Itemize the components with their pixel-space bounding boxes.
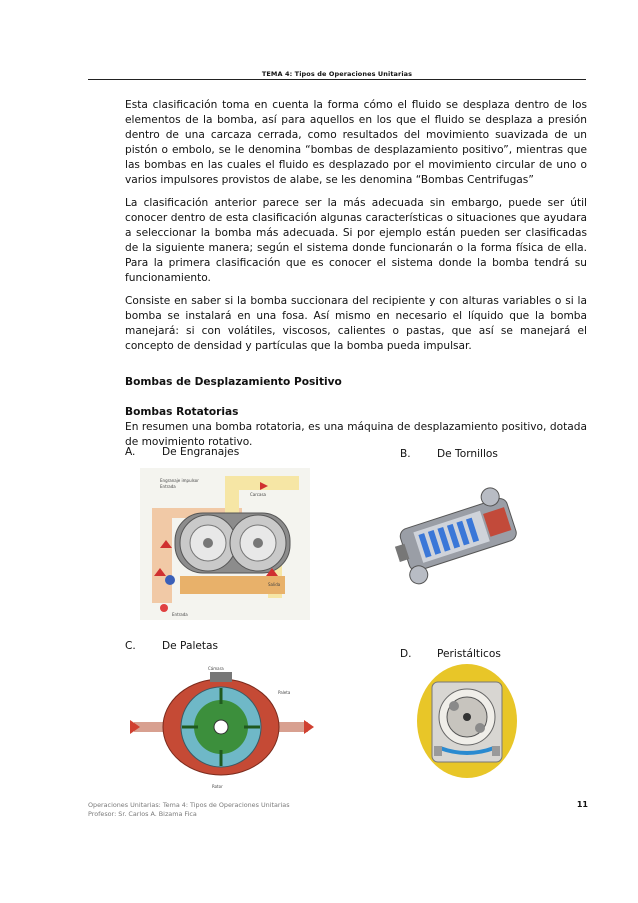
figure-letter-d: D. (400, 648, 412, 660)
figure-label-b (400, 448, 498, 460)
figure-label-a (125, 446, 239, 458)
gear-pump-diagram (140, 468, 310, 620)
paragraph-2: La clasificación anterior parece ser la más adecuada sin embargo, puede ser útil conocer dentro de esta clasificación algunas características o situaciones que ayudara a seleccionar la bomba más adecuada. Si por ejemplo están pueden ser clasificadas de la siguiente manera; según el sistema donde funcionarán o la forma física de ella. Para la primera clasificación que es conocer el sistema donde la bomba tendrá su funcionamiento. (125, 197, 587, 284)
figure-title-b: De Tornillos (437, 448, 498, 460)
svg-text:Paleta: Paleta (278, 690, 291, 695)
svg-text:Entrada: Entrada (172, 612, 188, 617)
paragraph-3: Consiste en saber si la bomba succionara del recipiente y con alturas variables o si la bomba se instalará en una fosa. Así mismo en necesario el líquido que la bomba manejará: si con volátiles, viscosos, calientes o pastas, que así se manejará el concepto de densidad y partículas que la bomba pueda impulsar. (125, 295, 587, 352)
svg-text:Engranaje impulsor: Engranaje impulsor (160, 478, 199, 483)
body-text (125, 98, 587, 458)
svg-text:Cámara: Cámara (208, 666, 224, 671)
subsection-intro: En resumen una bomba rotatoria, es una máquina de desplazamiento positivo, dotada de movimiento rotativo. (125, 421, 587, 448)
svg-text:Salida: Salida (268, 582, 281, 587)
figure-title-a: De Engranajes (162, 446, 240, 458)
subsection-heading: Bombas Rotatorias (125, 406, 239, 418)
vane-pump-diagram (128, 664, 314, 792)
figure-title-d: Peristálticos (437, 648, 501, 660)
peristaltic-pump-photo (414, 662, 520, 780)
svg-text:Entrada: Entrada (160, 484, 176, 489)
figure-title-c: De Paletas (162, 640, 219, 652)
section-heading: Bombas de Desplazamiento Positivo (125, 376, 342, 388)
paragraph-1: Esta clasificación toma en cuenta la forma cómo el fluido se desplaza dentro de los elementos de la bomba, así para aquellos en los que el fluido se desplaza a presión dentro de una carcaza cerrada, como resultados del movimiento suavizada de un pistón o embolo, se le denomina “bombas de desplazamiento positivo”, mientras que las bombas en las cuales el fluido es desplazado por el movimiento circular de uno o varios impulsores provistos de alabe, se les denomina “Bombas Centrifugas” (125, 99, 587, 186)
header-rule (88, 79, 586, 80)
page-number: 11 (576, 800, 588, 809)
figure-letter-a: A. (125, 446, 136, 458)
footer (88, 801, 290, 818)
figure-letter-c: C. (125, 640, 136, 652)
page-header-title: TEMA 4: Tipos de Operaciones Unitarias (261, 70, 413, 78)
svg-text:Carcasa: Carcasa (250, 492, 266, 497)
footer-professor: Profesor: Sr. Carlos A. Bizama Fica (88, 809, 197, 818)
screw-pump-illustration (388, 483, 526, 585)
svg-text:Rotor: Rotor (212, 784, 223, 789)
figure-label-c (125, 640, 218, 652)
figure-letter-b: B. (400, 448, 411, 460)
figure-label-d (400, 648, 501, 660)
footer-course: Operaciones Unitarias: Tema 4: Tipos de Operaciones Unitarias (88, 801, 290, 809)
